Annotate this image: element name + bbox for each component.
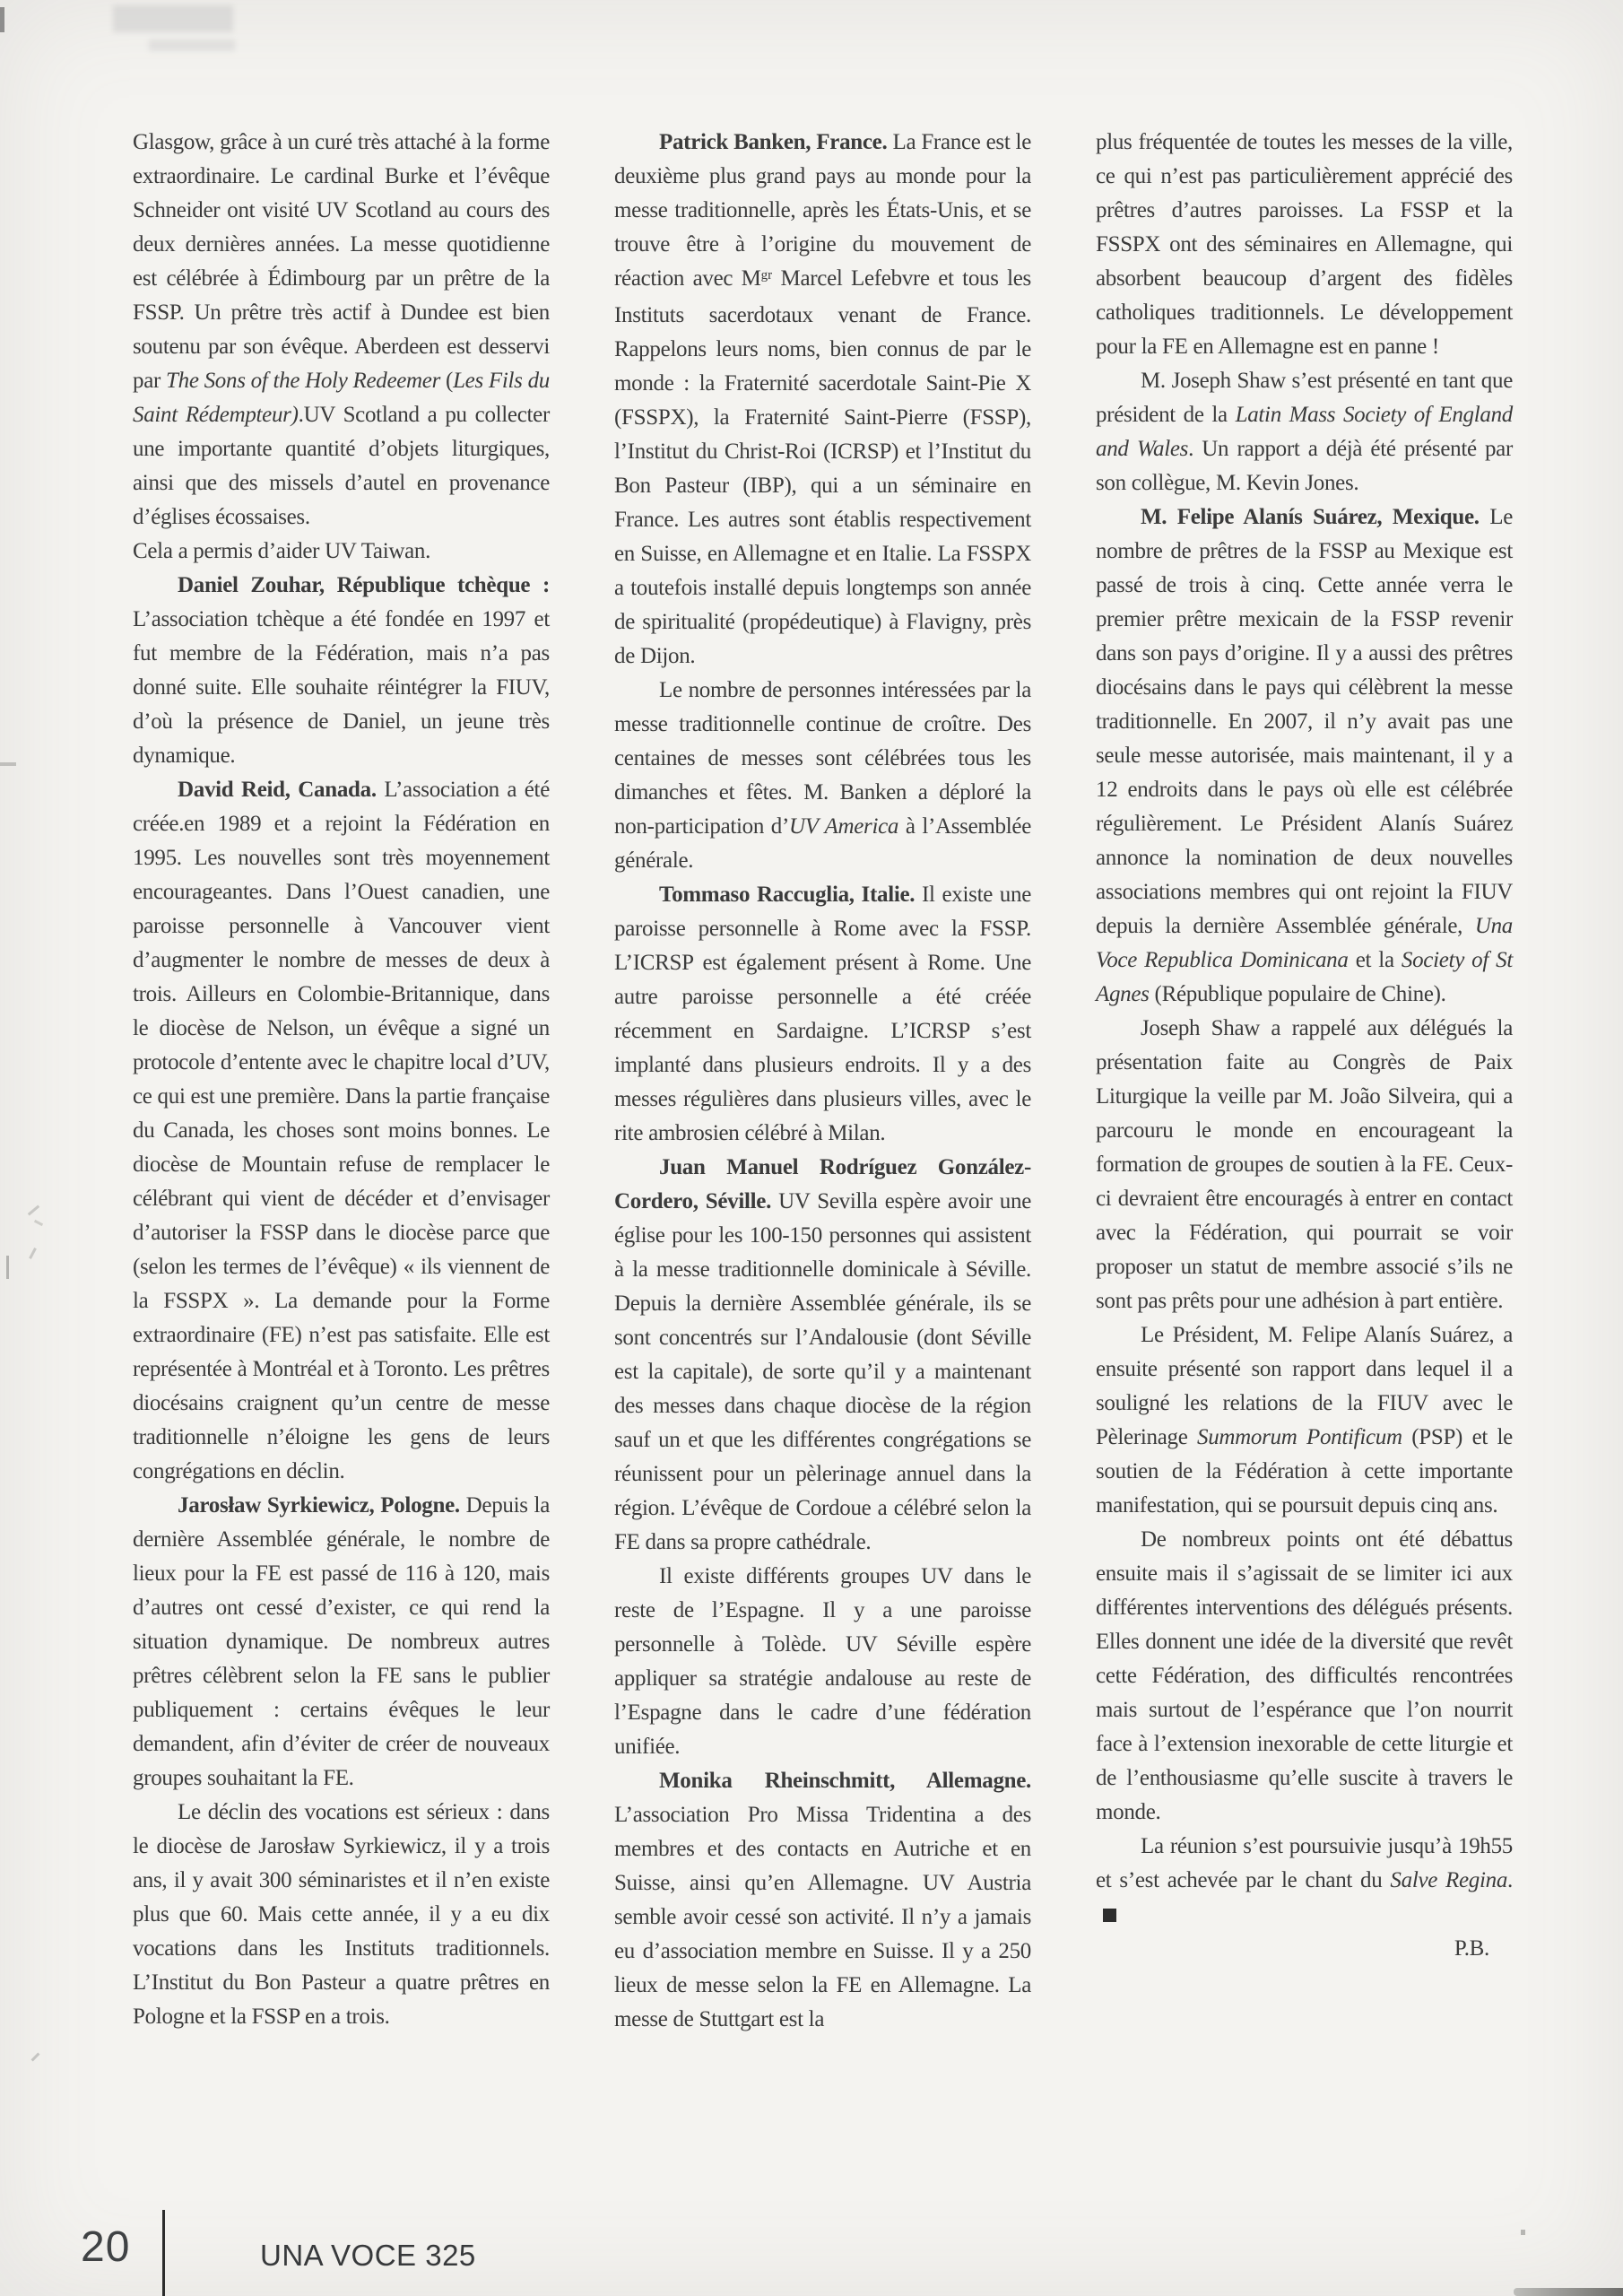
entry-heading: Patrick Banken, France. (659, 130, 888, 154)
paragraph (1096, 1830, 1513, 1932)
pencil-squiggle (34, 1220, 43, 1226)
byline (1096, 1932, 1513, 1966)
text-run: gr (760, 267, 773, 283)
margin-mark (31, 2053, 40, 2062)
text-run: . Un rapport a déjà été présenté par son collègue, M. Kevin Jones. (1096, 437, 1514, 495)
text-run: Glasgow, grâce à un curé très attaché à la forme extraordinaire. Le cardinal Burke et l’évêque Schneider ont visité UV Scotland au cours des deux dernières années. La messe quotidienne est célébrée à Édimbourg par un prêtre de la FSSP. Un prêtre très actif à Dundee est bien soutenu par son évêque. Aberdeen est desservi par (133, 130, 550, 393)
entry-heading: Daniel Zouhar, République tchèque : (178, 573, 550, 597)
paragraph (1096, 1318, 1513, 1523)
paragraph (614, 1151, 1031, 1560)
text-run: Salve Regina (1390, 1868, 1508, 1892)
text-run: ( (440, 369, 454, 393)
margin-mark (0, 762, 16, 766)
scan-corner-strip (1514, 2288, 1623, 2296)
text-run: La réunion s’est poursuivie jusqu’à 19h55 et s’est achevée par le chant du (1096, 1834, 1513, 1892)
text-run: UV Sevilla espère avoir une église pour les 100-150 personnes qui assistent à la messe traditionnelle dominicale à Séville. Depuis la dernière Assemblée générale, ils se sont concentrés sur l’Andalousie (dont Séville est la capitale), de sorte qu’il y a maintenant des messes dans chaque diocèse de la région sauf un et que les différentes congrégations se réunissent pour un pèlerinage annuel dans la région. L’évêque de Cordoue a célébré selon la FE dans sa propre cathédrale. (614, 1189, 1031, 1554)
text-run: plus fréquentée de toutes les messes de la ville, ce qui n’est pas particulièrement apprécié des prêtres d’autres paroisses. La FSSP et la FSSPX ont des séminaires en Allemagne, qui absorbent beaucoup d’argent des fidèles catholiques traditionnels. Le développement pour la FE en Allemagne est en panne ! (1096, 130, 1513, 359)
pencil-squiggle (29, 1248, 37, 1259)
text-run: Depuis la dernière Assemblée générale, le nombre de lieux pour la FE est passé de 116 à 120, mais d’autres ont cessé d’exister, ce qui rend la situation dynamique. De nombreux autres prêtres célèbrent selon la FE sans le publier publiquement : certains évêques le leur demandent, afin d’éviter de créer de nouveaux groupes souhaitant la FE. (133, 1493, 550, 1790)
text-run: Una Voce Republica Dominicana (1096, 914, 1513, 972)
entry-heading: Juan Manuel Rodríguez González-Cordero, Séville. (614, 1155, 1031, 1213)
text-run: L’association Pro Missa Tridentina a des membres et des contacts en Autriche et en Suisse, ainsi qu’en Allemagne. UV Austria semble avoir cessé son activité. Il n’y a jamais eu d’association membre en Suisse. Il y a 250 lieux de messe selon la FE en Allemagne. La messe de Stuttgart est la (614, 1803, 1031, 2031)
scan-edge-mark (0, 7, 4, 32)
text-run: Il existe différents groupes UV dans le reste de l’Espagne. Il y a une paroisse personnelle à Tolède. UV Séville espère appliquer sa stratégie andalouse au reste de l’Espagne dans le cadre d’une fédération unifiée. (614, 1564, 1031, 1759)
entry-heading: M. Felipe Alanís Suárez, Mexique. (1141, 505, 1480, 529)
paragraph (133, 773, 550, 1489)
paragraph (1096, 1523, 1513, 1830)
text-run: Society of St Agnes (1096, 948, 1513, 1006)
paragraph (133, 126, 550, 535)
paragraph (614, 1764, 1031, 2037)
text-run: M. Joseph Shaw s’est présenté en tant que président de la (1096, 369, 1513, 427)
margin-mark (6, 1256, 9, 1279)
paragraph (614, 1560, 1031, 1764)
paragraph (614, 126, 1031, 674)
paragraph (1096, 126, 1513, 364)
text-run: Latin Mass Society of England and Wales (1096, 403, 1513, 461)
footer-divider (162, 2210, 165, 2296)
text-run: .UV Scotland a pu collecter une importante quantité d’objets liturgiques, ainsi que des missels d’autel en provenance d’églises écossaises. (133, 403, 550, 529)
paragraph (614, 878, 1031, 1151)
text-run: Le Président, M. Felipe Alanís Suárez, a ensuite présenté son rapport dans lequel il a souligné les relations de la FIUV avec le Pèlerinage (1096, 1323, 1513, 1449)
scan-speck (1521, 2230, 1525, 2235)
text-column-3 (1096, 126, 1513, 2037)
text-run: Il existe une paroisse personnelle à Rome avec la FSSP. L’ICRSP est également présent à Rome. Une autre paroisse personnelle a été créée récemment en Sardaigne. L’ICRSP s’est implanté dans plusieurs endroits. Il y a des messes régulières dans plusieurs villes, avec le rite ambrosien célébré à Milan. (614, 883, 1031, 1145)
entry-heading: David Reid, Canada. (178, 778, 377, 802)
page-number: 20 (81, 2223, 131, 2271)
text-run: L’association tchèque a été fondée en 1997 et fut membre de la Fédération, mais n’a pas donné suite. Elle souhaite réintégrer la FIUV, d’où la présence de Daniel, un jeune très dynamique. (133, 607, 550, 768)
paragraph (1096, 364, 1513, 500)
text-run: Le déclin des vocations est sérieux : dans le diocèse de Jarosław Syrkiewicz, il y a trois ans, il y avait 300 séminaristes et il n’en existe plus que 60. Mais cette année, il y a eu dix vocations dans les Instituts traditionnels. L’Institut du Bon Pasteur a quatre prêtres en Pologne et la FSSP en a trois. (133, 1800, 550, 2029)
paragraph (133, 1489, 550, 1796)
ink-bleedthrough-mark (113, 5, 233, 32)
text-run: Marcel Lefebvre et tous les Instituts sacerdotaux venant de France. Rappelons leurs noms, bien connus de par le monde : la Fraternité sacerdotale Saint-Pie X (FSSPX), la Fraternité Saint-Pierre (FSSP), l’Institut du Christ-Roi (ICRSP) et l’Institut du Bon Pasteur (IBP), qui a un séminaire en France. Les autres sont établis respectivement en Suisse, en Allemagne et en Italie. La FSSPX a toutefois installé depuis longtemps son année de spiritualité (propédeutique) à Flavigny, près de Dijon. (614, 266, 1031, 668)
text-run: Joseph Shaw a rappelé aux délégués la présentation faite au Congrès de Paix Liturgique la veille par M. João Silveira, qui a parcouru le monde en encourageant la formation de groupes de soutien à la FE. Ceux-ci devraient être encouragés à entrer en contact avec la Fédération, qui pourrait se voir proposer un statut de membre associé s’ils ne sont pas prêts pour une adhésion à part entière. (1096, 1016, 1513, 1313)
text-run: Le nombre de personnes intéressées par la messe traditionnelle continue de croître. Des centaines de messes sont célébrées tous les dimanches et fêtes. M. Banken a déploré la non-participation d’ (614, 678, 1031, 839)
text-column-1 (133, 126, 550, 2037)
text-run: Cela a permis d’aider UV Taiwan. (133, 539, 431, 563)
text-column-2 (614, 126, 1031, 2037)
entry-heading: Tommaso Raccuglia, Italie. (659, 883, 916, 907)
text-run: Les Fils du Saint Rédempteur) (133, 369, 550, 427)
text-run: Le nombre de prêtres de la FSSP au Mexique est passé de trois à cinq. Cette année verra le premier prêtre mexicain de la FSSP revenir dans son pays d’origine. Il y a aussi des prêtres diocésains dans le pays qui célèbrent la messe traditionnelle. En 2007, il n’y avait pas une seule messe autorisée, mais maintenant, il y a 12 endroits dans le pays où elle est célébrée régulièrement. Le Président Alanís Suárez annonce la nomination de deux nouvelles associations membres qui ont rejoint la FIUV depuis la dernière Assemblée générale, (1096, 505, 1514, 938)
text-run: . (1507, 1868, 1513, 1892)
end-mark (1103, 1909, 1116, 1922)
pencil-squiggle (28, 1205, 39, 1216)
ink-bleedthrough-mark (149, 39, 235, 51)
issue-label: UNA VOCE 325 (260, 2239, 476, 2272)
text-run: L’association a été créée.en 1989 et a rejoint la Fédération en 1995. Les nouvelles sont très moyennement encourageantes. Dans l’Ouest canadien, une paroisse personnelle à Vancouver vient d’augmenter le nombre de messes de deux à trois. Ailleurs en Colombie-Britannique, dans le diocèse de Nelson, un évêque a signé un protocole d’entente avec le chapitre local d’UV, ce qui est une première. Dans la partie française du Canada, les choses sont moins bonnes. Le diocèse de Mountain refuse de remplacer le célébrant qui vient de décéder et d’envisager d’autoriser la FSSP dans le diocèse parce que (selon les termes de l’évêque) « ils viennent de la FSSPX ». La demande pour la Forme extraordinaire (FE) n’est pas satisfaite. Elle est représentée à Montréal et à Toronto. Les prêtres diocésains craignent qu’un centre de messe traditionnelle n’éloigne les gens de leurs congrégations en déclin. (133, 778, 550, 1483)
text-run: De nombreux points ont été débattus ensuite mais il s’agissait de se limiter ici aux différentes interventions des délégués présents. Elles donnent une idée de la diversité que revêt cette Fédération, des difficultés rencontrées mais surtout de l’espérance que l’on nourrit face à l’extension inexorable de cette liturgie et de l’enthousiasme qu’elle suscite à travers le monde. (1096, 1527, 1513, 1824)
text-run: P.B. (1454, 1936, 1489, 1961)
paragraph (133, 535, 550, 569)
paragraph (133, 569, 550, 773)
paragraph (1096, 500, 1513, 1012)
paragraph (1096, 1012, 1513, 1318)
text-run: The Sons of the Holy Redeemer (166, 369, 441, 393)
paragraph (614, 674, 1031, 878)
text-run: UV America (789, 814, 899, 839)
paragraph (133, 1796, 550, 2034)
entry-heading: Jarosław Syrkiewicz, Pologne. (178, 1493, 460, 1518)
text-run: Summorum Pontificum (1197, 1425, 1402, 1449)
text-run: (PSP) et le soutien de la Fédération à cette importante manifestation, qui se poursuit depuis cinq ans. (1096, 1425, 1513, 1518)
text-run: et la (1348, 948, 1402, 972)
entry-heading: Monika Rheinschmitt, Allemagne. (659, 1769, 1031, 1793)
text-run: (République populaire de Chine). (1149, 982, 1446, 1006)
article-body (133, 126, 1514, 2037)
text-run: La France est le deuxième plus grand pays au monde pour la messe traditionnelle, après les États-Unis, et se trouve être à l’origine du mouvement de réaction avec M (614, 130, 1031, 291)
text-run: à l’Assemblée générale. (614, 814, 1031, 873)
